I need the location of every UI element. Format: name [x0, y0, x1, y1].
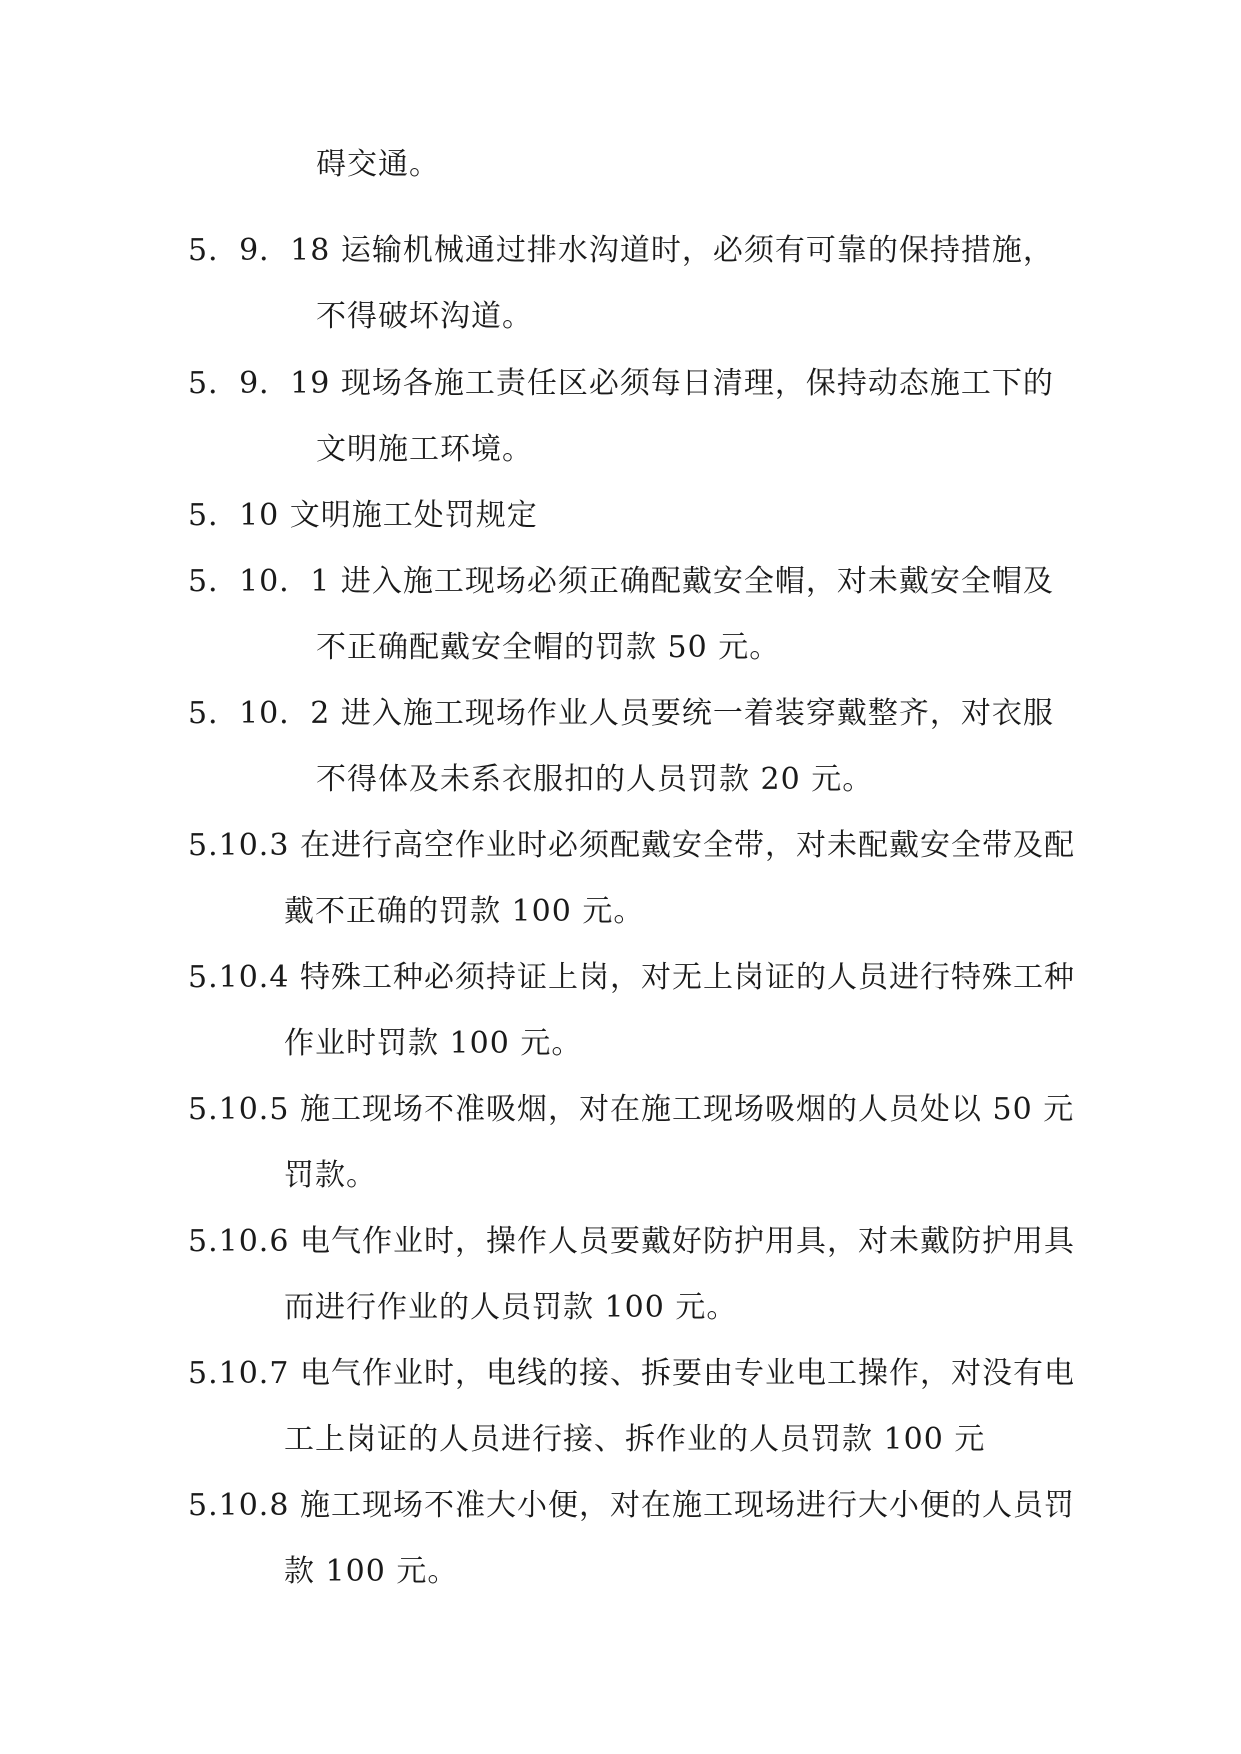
text-line: 5.10.6 电气作业时，操作人员要戴好防护用具，对未戴防护用具	[188, 1224, 1075, 1259]
text-line: 5.10.8 施工现场不准大小便，对在施工现场进行大小便的人员罚	[188, 1488, 1075, 1523]
text-line: 不得体及未系衣服扣的人员罚款 20 元。	[316, 762, 874, 797]
section-heading: 5．10 文明施工处罚规定	[188, 498, 538, 533]
text-line: 款 100 元。	[284, 1554, 459, 1589]
text-line: 5.10.4 特殊工种必须持证上岗，对无上岗证的人员进行特殊工种	[188, 960, 1075, 995]
text-line: 5．10．2 进入施工现场作业人员要统一着装穿戴整齐，对衣服	[188, 696, 1054, 731]
text-line: 5．9．19 现场各施工责任区必须每日清理，保持动态施工下的	[188, 366, 1054, 401]
text-line: 5．9．18 运输机械通过排水沟道时，必须有可靠的保持措施，	[188, 233, 1054, 268]
text-line: 5．10．1 进入施工现场必须正确配戴安全帽，对未戴安全帽及	[188, 564, 1054, 599]
text-line: 戴不正确的罚款 100 元。	[284, 894, 645, 929]
text-line: 文明施工环境。	[316, 432, 533, 467]
text-line: 5.10.7 电气作业时，电线的接、拆要由专业电工操作，对没有电	[188, 1356, 1075, 1391]
text-line: 不得破坏沟道。	[316, 299, 533, 334]
text-line: 碍交通。	[316, 147, 440, 182]
text-line: 5.10.5 施工现场不准吸烟，对在施工现场吸烟的人员处以 50 元	[188, 1092, 1075, 1127]
text-line: 不正确配戴安全帽的罚款 50 元。	[316, 630, 781, 665]
text-line: 作业时罚款 100 元。	[284, 1026, 583, 1061]
text-line: 而进行作业的人员罚款 100 元。	[284, 1290, 738, 1325]
text-line: 5.10.3 在进行高空作业时必须配戴安全带，对未配戴安全带及配	[188, 828, 1075, 863]
text-line: 罚款。	[284, 1158, 377, 1193]
text-line: 工上岗证的人员进行接、拆作业的人员罚款 100 元	[284, 1422, 986, 1457]
